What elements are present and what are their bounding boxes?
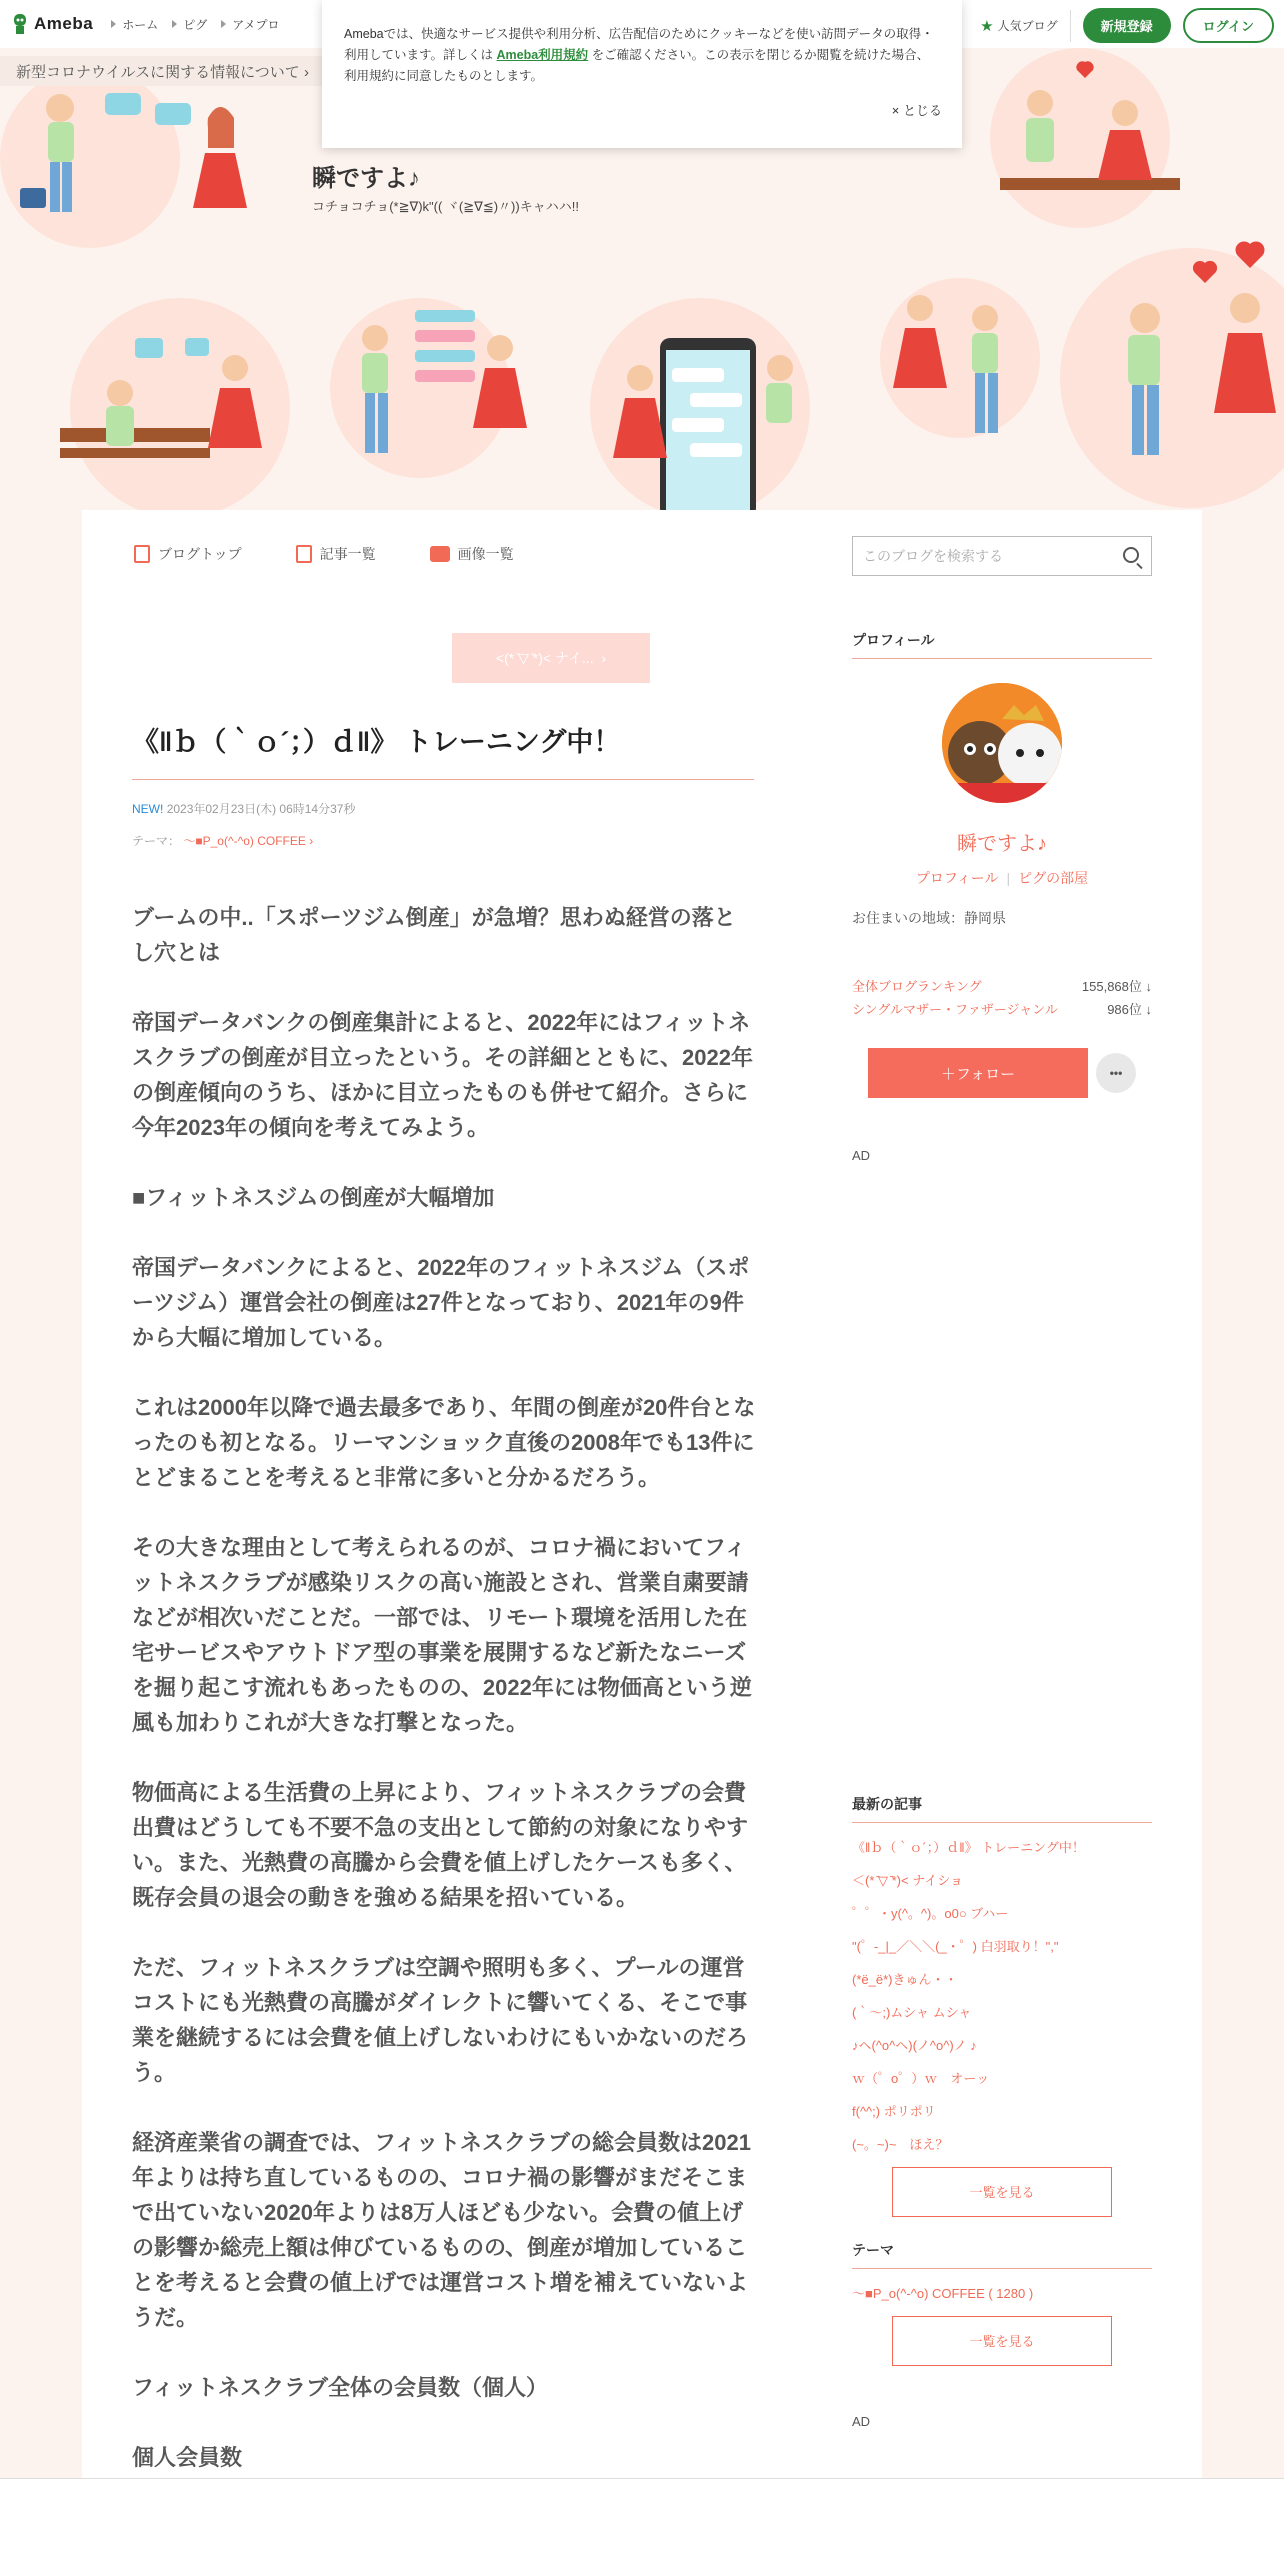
popular-blog-label: 人気ブログ [997,19,1058,33]
see-all-entries-button[interactable]: 一覧を見る [892,2167,1112,2217]
ranking-genre-link[interactable]: シングルマザー・ファザージャンル [852,1002,1058,1017]
new-badge: NEW! [132,802,164,816]
avatar-image [942,683,1062,803]
profile-link[interactable]: プロフィール [915,870,999,886]
main-content [82,510,1202,2478]
tab-blog-top[interactable] [134,544,242,564]
paragraph: その大きな理由として考えられるのが、コロナ禍においてフィットネスクラブが感染リスクの高い施設とされ、営業自粛要請などが相次いだことだ。一部では、リモート環境を活用した在宅サービスやアウトドア型の事業を展開するなど新たなニーズを掘り起こす流れもあったものの、2022年には物価高という逆風も加わりこれが大きな打撃となった。 [132,1535,752,1735]
see-all-themes-button[interactable]: 一覧を見る [892,2316,1112,2366]
tab-entry-list-label: 記事一覧 [319,546,376,562]
latest-entry-link[interactable]: (~。~)~ ほえ？ [852,2137,949,2152]
ranking-overall-link[interactable]: 全体ブログランキング [852,979,982,994]
bottom-bar [0,2478,1284,2568]
blog-description: コチョコチョ(*≧∇)k"(( ヾ(≧∇≦)〃))キャハハ!! [312,199,579,214]
chevron-right-icon: › [593,650,607,666]
ameba-logo[interactable] [10,12,93,36]
nav-pigg[interactable]: ピグ [172,16,207,33]
latest-entry-link[interactable]: 《‖ｂ（｀ｏ´；）ｄ‖》 トレーニング中！ [852,1840,1085,1855]
nav-amepro[interactable]: アメプロ [221,16,279,33]
covid-notice-link[interactable] [0,56,325,86]
theme-heading: テーマ [852,2240,1152,2269]
ad-label: AD [852,1148,871,1163]
entry-date-text: 2023年02月23日(木) 06時14分37秒 [166,802,356,816]
paragraph: 経済産業省の調査では、フィットネスクラブの総会員数は2021年よりは持ち直しているものの、コロナ禍の影響がまだそこまで出ていない2020年よりは8万人ほども少ない。会費の値上げの影響か総売上額は伸びているものの、倒産が増加していることを考えると会費の値上げでは運営コスト増を補えていないようだ。 [132,2130,751,2330]
blog-tabs [134,544,514,564]
paragraph: これは2000年以降で過去最多であり、年間の倒産が20件台となったのも初となる。リーマンショック直後の2008年でも13件にとどまることを考えると非常に多いと分かるだろう。 [132,1395,756,1490]
entry-theme [132,832,313,849]
profile-heading: プロフィール [852,630,1152,659]
search-placeholder: このブログを検索する [863,548,1003,564]
copy-icon [296,545,312,563]
camera-icon [430,546,450,562]
follow-button[interactable]: ＋フォロー [868,1048,1088,1098]
latest-entry-link[interactable]: (*ё_ё*)きゅん・・ [852,1972,958,1987]
prev-entry-label: <(* ̄▽ ̄*)< ナイ... [495,650,594,666]
prev-entry-link[interactable] [452,633,650,683]
ranking-genre-value: 986位 ↓ [1107,1002,1152,1017]
cookie-close-button[interactable]: × とじる [891,103,942,118]
login-button[interactable]: ログイン [1183,8,1274,43]
paragraph: ブームの中..「スポーツジム倒産」が急増？思わぬ経営の落とし穴とは [132,905,736,965]
tab-blog-top-label: ブログトップ [158,546,242,562]
search-icon[interactable] [1123,547,1139,563]
latest-entries-widget [852,1794,1152,2217]
covid-notice-text: 新型コロナウイルスに関する情報について [16,64,300,81]
chevron-right-icon: › [309,834,314,848]
global-nav [111,16,279,33]
ameba-logo-icon [10,12,30,36]
theme-link[interactable]: 〜■P_o(^-^o) COFFEE [183,834,306,848]
residence: お住まいの地域：静岡県 [852,910,1006,926]
document-icon [134,545,150,563]
paragraph: フィットネスクラブ全体の会員数（個人） [132,2375,549,2400]
crown-icon: ★ [980,17,994,35]
ranking-overall-value: 155,868位 ↓ [1081,979,1152,994]
cookie-text-1: Amebaでは、快適なサービス提供や利用分析、広告配信のためにクッキーなどを使い訪問データの取得・利用しています。詳しくは [344,27,934,62]
ranking-list [852,976,1152,1018]
popular-blog-link[interactable] [980,10,1070,42]
avatar[interactable] [942,683,1062,803]
profile-widget [852,630,1152,1163]
nav-home[interactable]: ホーム [111,16,158,33]
entry-title[interactable]: 《‖ｂ（｀ｏ´；）ｄ‖》 トレーニング中！ [132,720,754,780]
profile-name[interactable]: 瞬ですよ♪ [957,833,1047,855]
latest-entry-link[interactable]: "(゜-_|_／＼＼(_・゜) 白羽取り！"," [852,1939,1059,1954]
more-options-button[interactable]: ••• [1096,1053,1136,1093]
paragraph: 帝国データバンクの倒産集計によると、2022年にはフィットネスクラブの倒産が目立ったという。その詳細とともに、2022年の倒産傾向のうち、ほかに目立ったものも併せて紹介。さらに今年2023年の傾向を考えてみよう。 [132,1010,753,1140]
paragraph: 帝国データバンクによると、2022年のフィットネスジム（スポーツジム）運営会社の倒産は27件となっており、2021年の9件から大幅に増加している。 [132,1255,750,1350]
ranking-row [852,999,1152,1018]
latest-heading: 最新の記事 [852,1794,1152,1823]
tab-entry-list[interactable] [296,544,376,564]
paragraph: 個人会員数 [132,2445,243,2470]
theme-label: テーマ： [132,834,181,848]
blog-search-input[interactable] [852,536,1152,576]
theme-list-item[interactable]: 〜■P_o(^-^o) COFFEE ( 1280 ) [852,2286,1034,2301]
paragraph: ただ、フィットネスクラブは空調や照明も多く、プールの運営コストにも光熱費の高騰がダイレクトに響いてくる、そこで事業を継続するには会費を値上げしないわけにもいかないのだろう。 [132,1955,749,2085]
ranking-row [852,976,1152,995]
paragraph: ■フィットネスジムの倒産が大幅増加 [132,1185,495,1210]
divider: | [1006,870,1011,886]
latest-entry-link[interactable]: ♪ヘ(^o^ヘ)(ノ^o^)ノ ♪ [852,2038,977,2053]
latest-entry-link[interactable]: f(^^;) ポリポリ [852,2104,936,2119]
latest-entry-link[interactable]: ＜(* ̄▽ ̄*)< ナイショ [852,1873,964,1888]
latest-entry-link[interactable]: ゜゜・y(^。^)。o0○ ブハー [852,1906,1009,1921]
cookie-consent-dialog [322,0,962,148]
blog-title[interactable]: 瞬ですよ♪ [312,165,420,192]
follow-row [852,1048,1152,1098]
pigg-room-link[interactable]: ピグの部屋 [1018,870,1089,886]
profile-links [852,868,1152,888]
cookie-text-2: をご確認ください。この表示を閉じるか閲覧を続けた場合、利用規約に同意したものとします。 [344,48,930,83]
chevron-right-icon: › [303,64,309,81]
paragraph: 物価高による生活費の上昇により、フィットネスクラブの会費出費はどうしても不要不急の支出として節約の対象になりやすい。また、光熱費の高騰から会費を値上げしたケースも多く、既存会員の退会の動きを強める結果を招いている。 [132,1780,749,1910]
header-actions [980,8,1274,43]
terms-link[interactable]: Ameba利用規約 [496,48,589,62]
ad-label: AD [852,2414,871,2429]
tab-image-list-label: 画像一覧 [457,546,514,562]
tab-image-list[interactable] [430,544,514,564]
theme-widget [852,2240,1152,2429]
entry-body [132,900,756,2510]
latest-entry-link[interactable]: ｗ（゜o゜）ｗ オーッ [852,2071,990,2086]
latest-entry-link[interactable]: (｀～;)ムシャ ムシャ [852,2005,972,2020]
signup-button[interactable]: 新規登録 [1083,8,1171,43]
logo-text: Ameba [34,14,94,33]
entry-date [132,800,355,817]
